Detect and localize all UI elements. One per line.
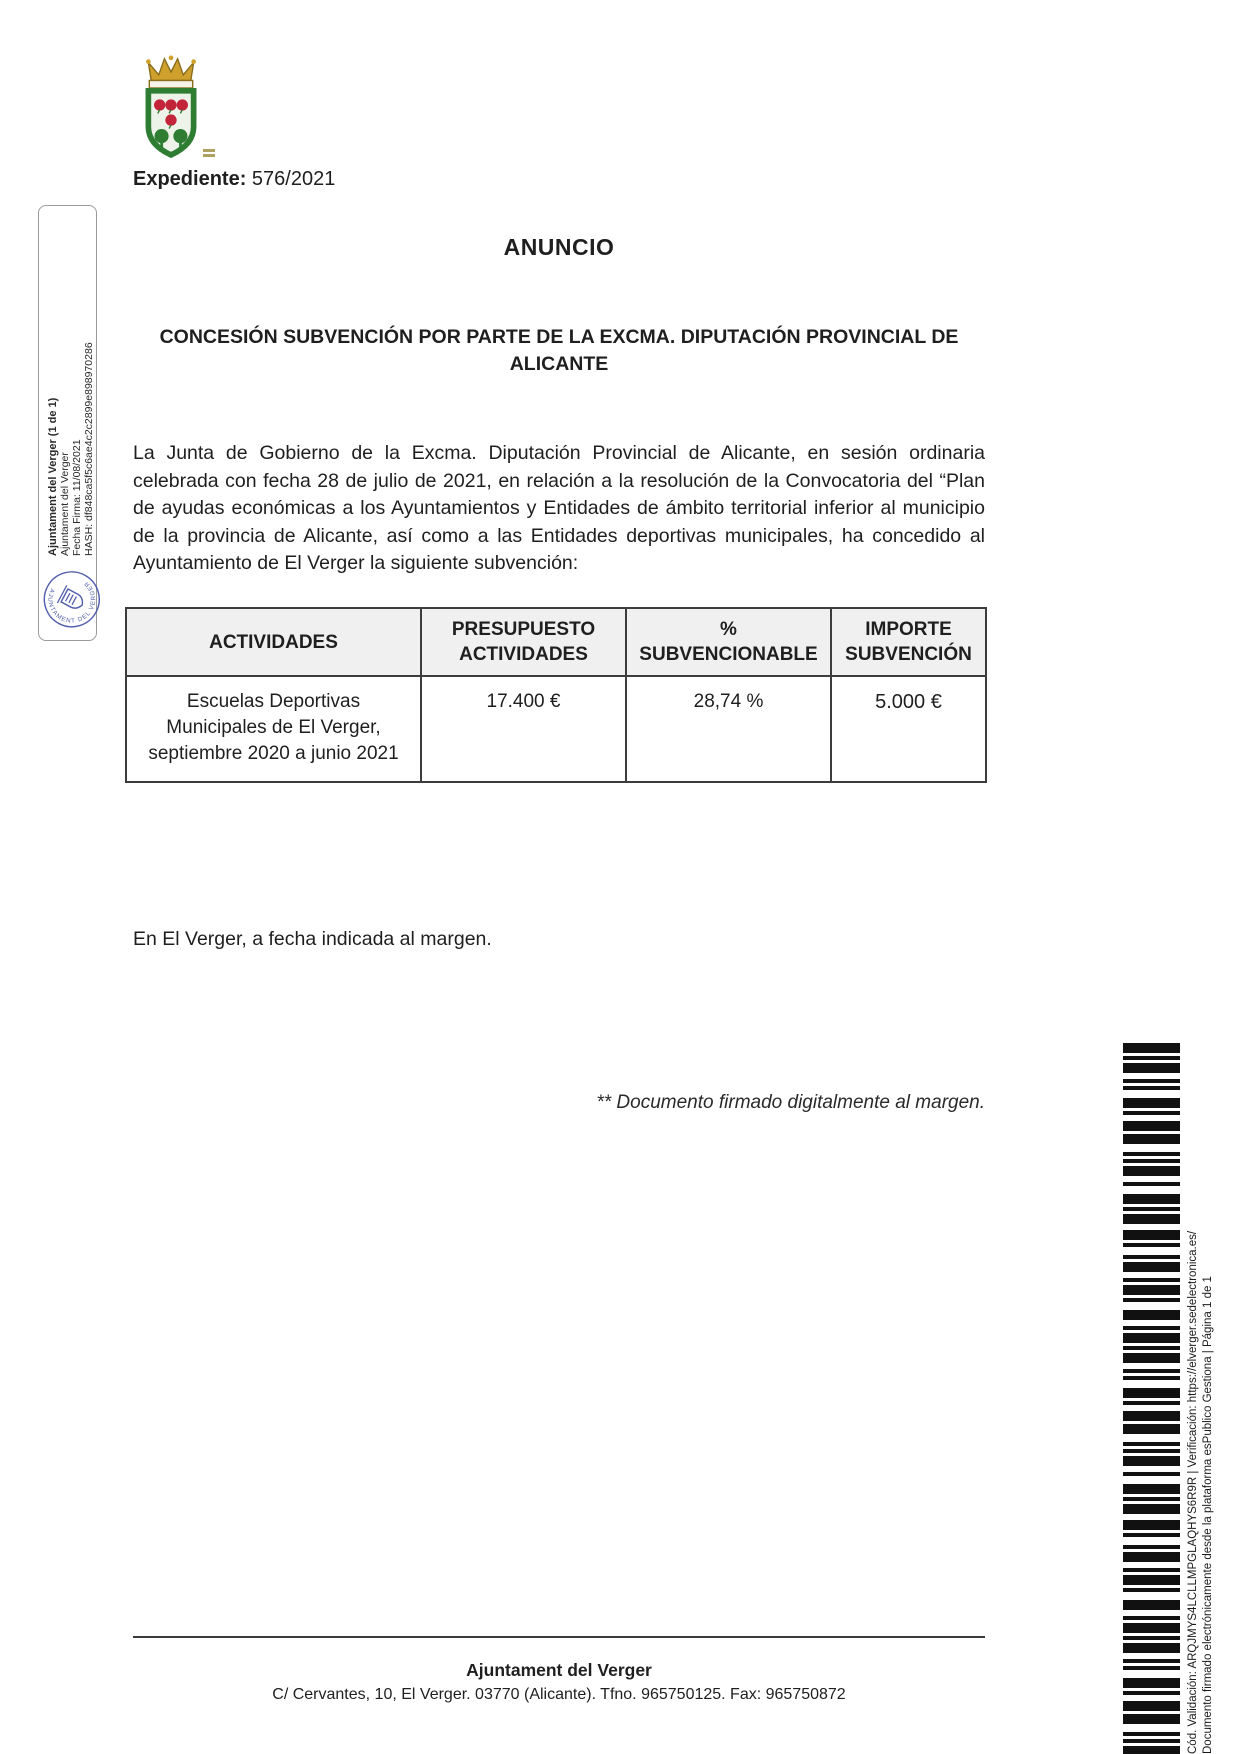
signature-margin-text [47,324,95,556]
coat-of-arms-icon [138,52,204,163]
expediente-line [133,168,335,191]
col-header-presupuesto: PRESUPUESTO ACTIVIDADES [421,608,626,676]
footer-address: C/ Cervantes, 10, El Verger. 03770 (Alicante). Tfno. 965750125. Fax: 965750872 [272,1686,846,1703]
cell-porcentaje: 28,74 % [626,676,831,782]
grant-table [125,607,987,783]
body-paragraph: La Junta de Gobierno de la Excma. Diputación Provincial de Alicante, en sesión ordinaria celebrada con fecha 28 de julio de 2021, en relación a la resolución de la Convocatoria del “Plan de ayudas económicas a los Ayuntamientos y Entidades de ámbito territorial inferior al municipio de la provincia de Alicante, así como a las Entidades deportivas municipales, ha concedido al Ayuntamiento de El Verger la siguiente subvención: [133,442,985,574]
footer-entity-name: Ajuntament del Verger [466,1660,652,1680]
signer-entity: Ajuntament del Verger [59,452,71,556]
table-row [126,676,986,782]
cell-actividad: Escuelas Deportivas Municipales de El Verger, septiembre 2020 a junio 2021 [126,676,421,782]
col-header-subvencionable: % SUBVENCIONABLE [626,608,831,676]
footer-divider [133,1636,985,1638]
document-heading: CONCESIÓN SUBVENCIÓN POR PARTE DE LA EXCMA. DIPUTACIÓN PROVINCIAL DE ALICANTE [159,326,959,375]
platform-line: Documento firmado electrónicamente desde la plataforma esPublico Gestiona | Página 1 de 1 [1201,1276,1214,1754]
logo-marks [203,149,215,157]
col-header-actividades: ACTIVIDADES [126,608,421,676]
col-header-importe: IMPORTE SUBVENCIÓN [831,608,986,676]
signer-name: Ajuntament del Verger (1 de 1) [47,397,59,556]
validation-code-line: Cód. Validación: ARQJMYS4LCLLMPGLAQHYS6R9R | Verificación: https://elverger.sedelectronica.es/ [1187,1230,1199,1754]
digital-signature-note: ** Documento firmado digitalmente al margen. [596,1092,985,1113]
table-header-row [126,608,986,676]
barcode [1123,1043,1180,1754]
validation-margin-text [1186,1002,1215,1754]
stamp-text: AJUNTAMENT DEL VERGER [46,579,98,625]
expediente-label: Expediente: [133,168,247,190]
signature-hash: HASH: df848ca5f5c6ae4c2c2899e898970286 [83,342,95,556]
expediente-value: 576/2021 [251,168,336,190]
cell-presupuesto: 17.400 € [421,676,626,782]
page-title: ANUNCIO [503,234,615,260]
place-line: En El Verger, a fecha indicada al margen. [133,928,492,950]
signature-date: Fecha Firma: 11/08/2021 [71,439,83,556]
cell-importe: 5.000 € [831,676,986,782]
